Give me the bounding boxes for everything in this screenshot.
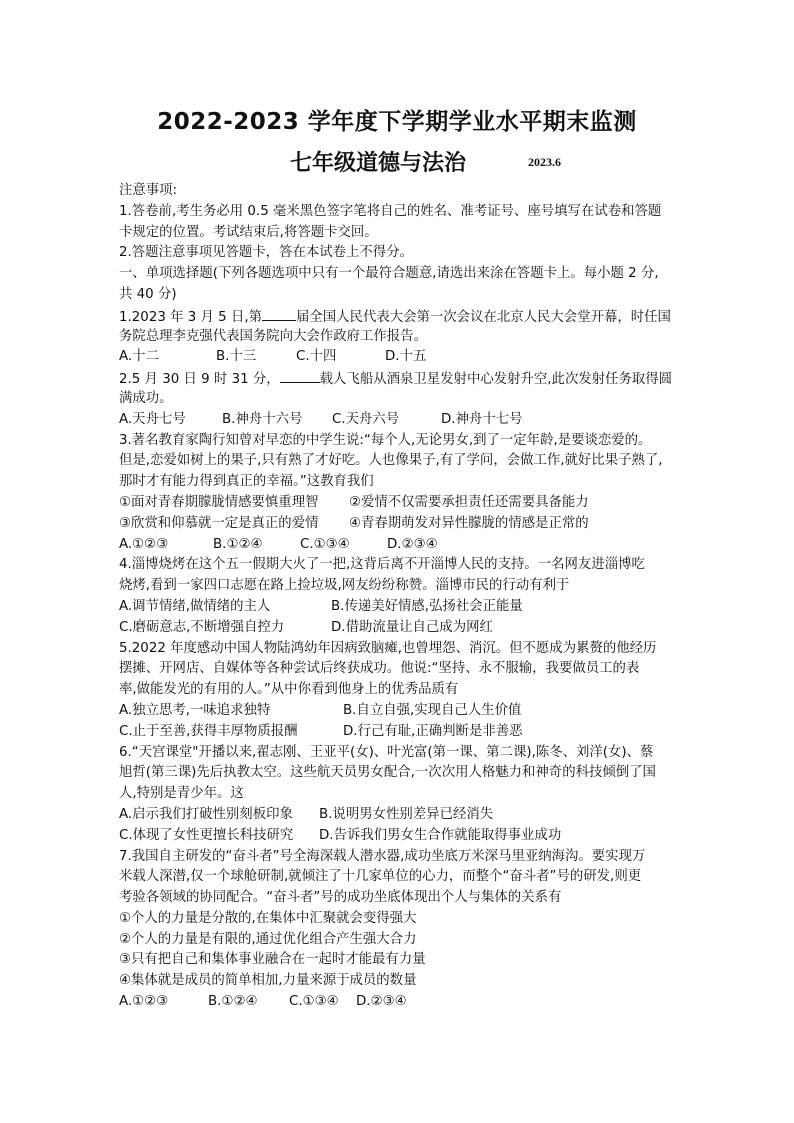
notice-item-2: 2.答题注意事项见答题卡，答在本试卷上不得分。 bbox=[119, 245, 413, 261]
q7-statement-4: ④集体就是成员的简单相加,力量来源于成员的数量 bbox=[119, 973, 417, 989]
q7-option-c: C.①③④ bbox=[289, 994, 339, 1010]
q3-statements-1 bbox=[119, 493, 689, 514]
q4-option-c: C.磨砺意志,不断增强自控力 bbox=[119, 619, 285, 635]
q7-statement-2: ②个人的力量是有限的,通过优化组合产生强大合力 bbox=[119, 931, 417, 947]
q6-options-2 bbox=[119, 826, 689, 847]
q3-stem-line-2: 但是,恋爱如树上的果子,只有熟了才好吃。人也像果子,有了学问，会做工作,就好比果子熟了, bbox=[119, 453, 663, 469]
q7-option-a: A.①②③ bbox=[119, 994, 169, 1010]
q1-stem-line-2: 务院总理李克强代表国务院向大会作政府工作报告。 bbox=[119, 328, 427, 344]
q3-stem-line-1: 3.著名教育家陶行知曾对早恋的中学生说:“每个人,无论男女,到了一定年龄,是要谈恋爱的。 bbox=[119, 432, 652, 448]
q1-stem-a: 1.2023 年 3 月 5 日,第 bbox=[119, 309, 262, 325]
q5-option-d: D.行己有耻,正确判断是非善恶 bbox=[343, 723, 523, 739]
q4-stem-line-2: 烧烤,看到一家四口志愿在路上捡垃圾,网友纷纷称赞。淄博市民的行动有利于 bbox=[119, 578, 570, 594]
exam-subtitle: 七年级道德与法治 bbox=[290, 151, 467, 176]
q1-stem bbox=[119, 306, 689, 327]
q1-option-a: A.十二 bbox=[119, 349, 159, 365]
q7-statement-3: ③只有把自己和集体事业融合在一起时才能最有力量 bbox=[119, 952, 426, 968]
q3-statement-3: ③欣赏和仰慕就一定是真正的爱情 bbox=[119, 515, 319, 531]
q3-statements-2 bbox=[119, 514, 689, 535]
q3-stem-line-3: 那时才有能力得到真正的幸福。”这教育我们 bbox=[119, 474, 374, 490]
q3-option-d: D.②③④ bbox=[387, 536, 438, 552]
notice-item-1-line-2: 卡规定的位置。考试结束后,将答题卡交回。 bbox=[119, 224, 378, 240]
exam-title: 2022-2023 学年度下学期学业水平期末监测 bbox=[157, 109, 637, 135]
q6-stem-line-3: 人,特别是青少年。这 bbox=[119, 786, 244, 802]
q7-stem-line-1: 7.我国自主研发的“奋斗者”号全海深载人潜水器,成功坐底万米深马里亚纳海沟。要实现万 bbox=[119, 848, 646, 864]
q5-stem-line-1: 5.2022 年度感动中国人物陆鸿幼年因病致脑瘫,也曾埋怨、消沉。但不愿成为累赘的他经历 bbox=[119, 640, 657, 656]
q3-options bbox=[119, 535, 689, 556]
q6-option-a: A.启示我们打破性别刻板印象 bbox=[119, 806, 293, 822]
section-1-heading: 一、单项选择题(下列各题选项中只有一个最符合题意,请选出来涂在答题卡上。每小题 2 分, bbox=[119, 266, 659, 282]
q4-option-d: D.借助流量让自己成为网红 bbox=[331, 619, 493, 635]
q4-option-b: B.传递美好情感,弘扬社会正能量 bbox=[331, 598, 523, 614]
q3-option-a: A.①②③ bbox=[119, 536, 169, 552]
q2-option-c: C.天舟六号 bbox=[332, 411, 400, 427]
q7-option-b: B.①②④ bbox=[208, 994, 258, 1010]
q4-options-1 bbox=[119, 597, 689, 618]
q6-stem-line-2: 旭哲(第三课)先后执教太空。这些航天员男女配合,一次次用人格魅力和神奇的科技倾倒了国 bbox=[119, 765, 656, 781]
q4-stem-line-1: 4.淄博烧烤在这个五一假期大火了一把,这背后离不开淄博人民的支持。一名网友进淄博吃 bbox=[119, 557, 645, 573]
notice-item-1-line-1: 1.答卷前,考生务必用 0.5 毫米黑色签字笔将自己的姓名、准考证号、座号填写在试卷和答题 bbox=[119, 203, 662, 219]
q2-stem bbox=[119, 368, 689, 389]
q5-stem-line-2: 摆摊、开网店、自媒体等各种尝试后终获成功。他说:“坚持、永不服输，我要做员工的表 bbox=[119, 661, 640, 677]
q4-options-2 bbox=[119, 618, 689, 639]
q6-option-d: D.告诉我们男女生合作就能取得事业成功 bbox=[319, 827, 562, 843]
q2-option-a: A.天舟七号 bbox=[119, 411, 186, 427]
q6-options-1 bbox=[119, 805, 689, 826]
q2-stem-a: 2.5 月 30 日 9 时 31 分， bbox=[119, 372, 280, 388]
q3-statement-4: ④青春期萌发对异性朦胧的情感是正常的 bbox=[349, 515, 589, 531]
q6-option-b: B.说明男女性别差异已经消失 bbox=[319, 806, 494, 822]
q3-option-b: B.①②④ bbox=[213, 536, 263, 552]
q7-stem-line-3: 考验各领域的协同配合。“奋斗者”号的成功坐底体现出个人与集体的关系有 bbox=[119, 890, 562, 906]
q5-options-1 bbox=[119, 701, 689, 722]
q1-stem-b: 届全国人民代表大会第一次会议在北京人民大会堂开幕，时任国 bbox=[296, 309, 671, 325]
q7-statement-1: ①个人的力量是分散的,在集体中汇聚就会变得强大 bbox=[119, 910, 417, 926]
q2-option-b: B.神舟十六号 bbox=[222, 411, 303, 427]
q4-option-a: A.调节情绪,做情绪的主人 bbox=[119, 598, 271, 614]
q5-option-a: A.独立思考,一味追求独特 bbox=[119, 702, 271, 718]
q2-option-d: D.神舟十七号 bbox=[441, 411, 523, 427]
q7-option-d: D.②③④ bbox=[356, 994, 407, 1010]
q2-blank bbox=[280, 368, 320, 383]
q3-statement-2: ②爱情不仅需要承担责任还需要具备能力 bbox=[349, 494, 589, 510]
q6-stem-line-1: 6.“天宫课堂"开播以来,翟志刚、王亚平(女)、叶光富(第一课、第二课),陈冬、刘洋(女)、蔡 bbox=[119, 744, 654, 760]
q5-stem-line-3: 率,做能发光的有用的人。”从中你看到他身上的优秀品质有 bbox=[119, 682, 459, 698]
section-1-heading-cont: 共 40 分) bbox=[119, 286, 177, 302]
q5-options-2 bbox=[119, 722, 689, 743]
q2-options bbox=[119, 410, 689, 431]
q1-option-c: C.十四 bbox=[296, 349, 337, 365]
q1-option-b: B.十三 bbox=[216, 349, 257, 365]
q3-statement-1: ①面对青春期朦胧情感要慎重理智 bbox=[119, 494, 319, 510]
q6-option-c: C.体现了女性更擅长科技研究 bbox=[119, 827, 294, 843]
q1-option-d: D.十五 bbox=[385, 349, 427, 365]
exam-content bbox=[119, 181, 689, 1013]
notice-heading: 注意事项: bbox=[119, 183, 178, 198]
q2-stem-line-2: 满成功。 bbox=[119, 390, 173, 406]
q7-options bbox=[119, 992, 689, 1013]
exam-date: 2023.6 bbox=[528, 155, 561, 169]
q2-stem-b: 载人飞船从酒泉卫星发射中心发射升空,此次发射任务取得圆 bbox=[319, 372, 673, 388]
q7-stem-line-2: 米载人深潜,仅一个球舱研制,就倾注了十几家单位的心力，而整个“奋斗者”号的研发,则更 bbox=[119, 869, 642, 885]
q1-blank bbox=[262, 306, 296, 321]
q3-option-c: C.①③④ bbox=[300, 536, 350, 552]
q5-option-b: B.自立自强,实现自己人生价值 bbox=[343, 702, 522, 718]
q1-options bbox=[119, 347, 689, 368]
q5-option-c: C.止于至善,获得丰厚物质报酬 bbox=[119, 723, 298, 739]
